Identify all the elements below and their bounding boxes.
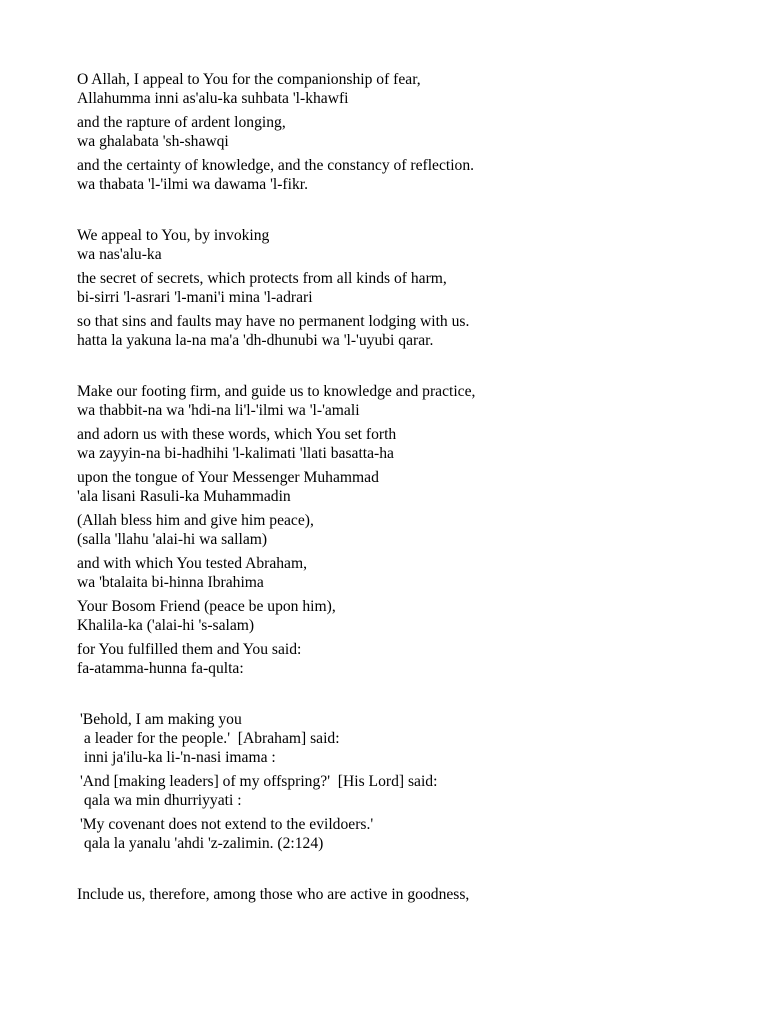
stanza bbox=[77, 885, 737, 904]
transliteration-line: qala wa min dhurriyyati : bbox=[80, 792, 242, 809]
verse-line: and the rapture of ardent longing, bbox=[77, 114, 286, 131]
transliteration-line: qala la yanalu 'ahdi 'z-zalimin. (2:124) bbox=[80, 835, 324, 852]
quoted-verse-stanza bbox=[77, 710, 737, 853]
stanza-spacer bbox=[77, 199, 737, 226]
transliteration-line: wa thabata 'l-'ilmi wa dawama 'l-fikr. bbox=[77, 176, 308, 193]
verse-line: 'And [making leaders] of my offspring?' [His Lord] said: bbox=[80, 773, 438, 790]
transliteration-line: wa zayyin-na bi-hadhihi 'l-kalimati 'llati basatta-ha bbox=[77, 445, 394, 462]
document-body bbox=[77, 70, 737, 909]
verse-paragraph bbox=[77, 382, 737, 420]
transliteration-line: hatta la yakuna la-na ma'a 'dh-dhunubi wa 'l-'uyubi qarar. bbox=[77, 332, 434, 349]
verse-line: the secret of secrets, which protects from all kinds of harm, bbox=[77, 270, 447, 287]
verse-line: and the certainty of knowledge, and the constancy of reflection. bbox=[77, 157, 475, 174]
verse-paragraph bbox=[77, 113, 737, 151]
verse-line: O Allah, I appeal to You for the companionship of fear, bbox=[77, 71, 421, 88]
verse-line: Make our footing firm, and guide us to knowledge and practice, bbox=[77, 383, 476, 400]
verse-paragraph bbox=[77, 425, 737, 463]
verse-paragraph bbox=[80, 710, 737, 767]
verse-line: upon the tongue of Your Messenger Muhammad bbox=[77, 469, 379, 486]
verse-line: Include us, therefore, among those who are active in goodness, bbox=[77, 886, 470, 903]
stanza bbox=[77, 70, 737, 194]
verse-line: for You fulfilled them and You said: bbox=[77, 641, 302, 658]
verse-line: and with which You tested Abraham, bbox=[77, 555, 307, 572]
transliteration-line: bi-sirri 'l-asrari 'l-mani'i mina 'l-adrari bbox=[77, 289, 313, 306]
transliteration-line: wa ghalabata 'sh-shawqi bbox=[77, 133, 229, 150]
verse-paragraph bbox=[77, 156, 737, 194]
verse-paragraph bbox=[77, 226, 737, 264]
transliteration-line: inni ja'ilu-ka li-'n-nasi imama : bbox=[80, 749, 276, 766]
verse-paragraph bbox=[77, 468, 737, 506]
verse-paragraph bbox=[77, 640, 737, 678]
transliteration-line: a leader for the people.' [Abraham] said: bbox=[80, 730, 340, 747]
verse-line: We appeal to You, by invoking bbox=[77, 227, 270, 244]
verse-paragraph bbox=[80, 815, 737, 853]
verse-paragraph bbox=[77, 312, 737, 350]
verse-paragraph bbox=[77, 597, 737, 635]
transliteration-line: fa-atamma-hunna fa-qulta: bbox=[77, 660, 244, 677]
stanza-spacer bbox=[77, 355, 737, 382]
verse-line: 'Behold, I am making you bbox=[80, 711, 242, 728]
verse-paragraph bbox=[77, 554, 737, 592]
transliteration-line: Allahumma inni as'alu-ka suhbata 'l-khawfi bbox=[77, 90, 349, 107]
transliteration-line: wa thabbit-na wa 'hdi-na li'l-'ilmi wa 'l-'amali bbox=[77, 402, 360, 419]
verse-paragraph bbox=[77, 511, 737, 549]
stanza bbox=[77, 382, 737, 678]
verse-paragraph bbox=[77, 269, 737, 307]
verse-line: 'My covenant does not extend to the evildoers.' bbox=[80, 816, 374, 833]
verse-paragraph bbox=[77, 70, 737, 108]
verse-paragraph bbox=[77, 885, 737, 904]
transliteration-line: Khalila-ka ('alai-hi 's-salam) bbox=[77, 617, 255, 634]
verse-line: and adorn us with these words, which You set forth bbox=[77, 426, 397, 443]
transliteration-line: wa 'btalaita bi-hinna Ibrahima bbox=[77, 574, 264, 591]
verse-line: so that sins and faults may have no permanent lodging with us. bbox=[77, 313, 470, 330]
verse-paragraph bbox=[80, 772, 737, 810]
stanza-spacer bbox=[77, 683, 737, 710]
transliteration-line: (salla 'llahu 'alai-hi wa sallam) bbox=[77, 531, 268, 548]
verse-line: (Allah bless him and give him peace), bbox=[77, 512, 314, 529]
transliteration-line: wa nas'alu-ka bbox=[77, 246, 162, 263]
stanza-spacer bbox=[77, 858, 737, 885]
stanza bbox=[77, 226, 737, 350]
verse-line: Your Bosom Friend (peace be upon him), bbox=[77, 598, 336, 615]
transliteration-line: 'ala lisani Rasuli-ka Muhammadin bbox=[77, 488, 291, 505]
